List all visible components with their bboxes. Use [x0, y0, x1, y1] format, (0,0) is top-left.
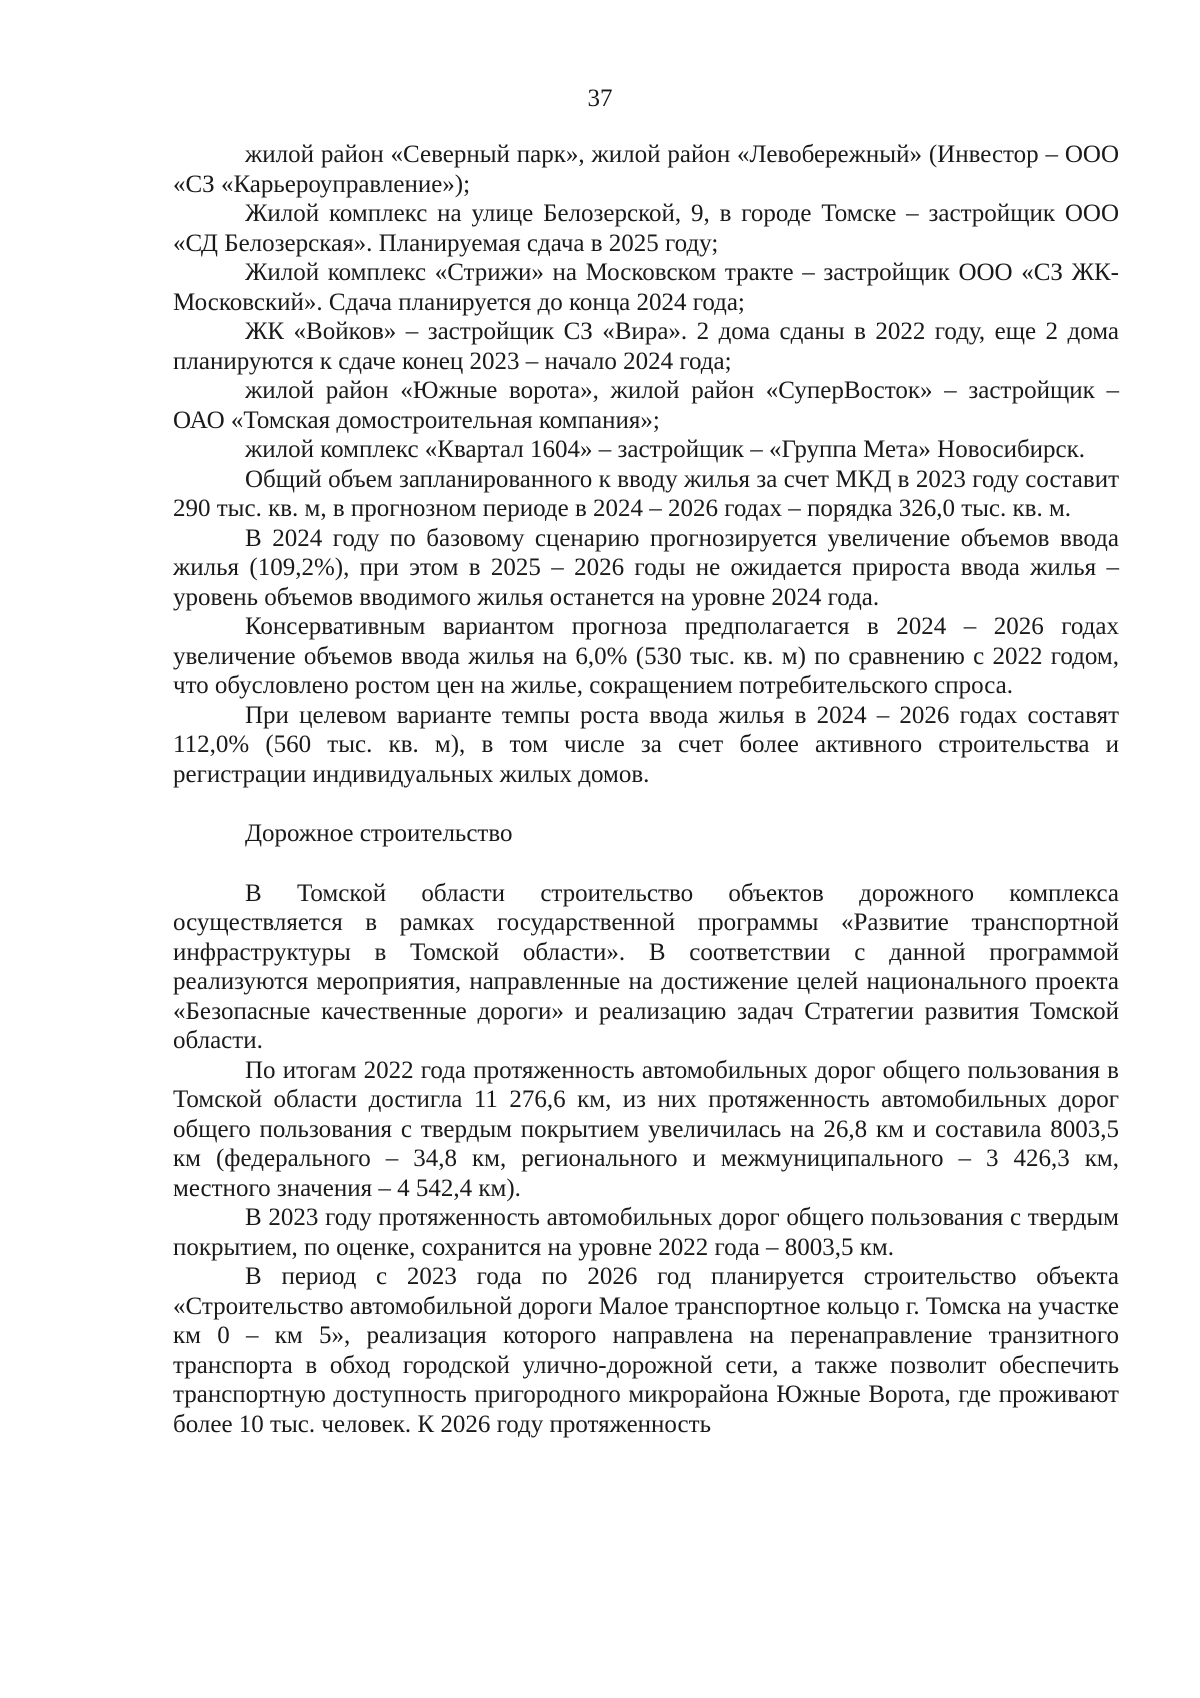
document-body — [173, 140, 1119, 1439]
paragraph: В период с 2023 года по 2026 год планируется строительство объекта «Строительство автомобильной дороги Малое транспортное кольцо г. Томска на участке км 0 – км 5», реализация которого направлена на перенаправление транзитного транспорта в обход городской улично-дорожной сети, а также позволит обеспечить транспортную доступность пригородного микрорайона Южные Ворота, где проживают более 10 тыс. человек. К 2026 году протяженность — [173, 1263, 1119, 1438]
paragraph: Жилой комплекс на улице Белозерской, 9, в городе Томске – застройщик ООО «СД Белозерская». Планируемая сдача в 2025 году; — [173, 200, 1119, 257]
paragraph: ЖК «Войков» – застройщик СЗ «Вира». 2 дома сданы в 2022 году, еще 2 дома планируются к сдаче конец 2023 – начало 2024 года; — [173, 318, 1119, 375]
paragraph: По итогам 2022 года протяженность автомобильных дорог общего пользования в Томской области достигла 11 276,6 км, из них протяженность автомобильных дорог общего пользования с твердым покрытием увеличилась на 26,8 км и составила 8003,5 км (федерального – 34,8 км, регионального и межмуниципального – 3 426,3 км, местного значения – 4 542,4 км). — [173, 1056, 1119, 1202]
paragraph: При целевом варианте темпы роста ввода жилья в 2024 – 2026 годах составят 112,0% (560 тыс. кв. м), в том числе за счет более активного строительства и регистрации индивидуальных жилых домов. — [173, 701, 1119, 788]
paragraph: В Томской области строительство объектов дорожного комплекса осуществляется в рамках государственной программы «Развитие транспортной инфраструктуры в Томской области». В соответствии с данной программой реализуются мероприятия, направленные на достижение целей национального проекта «Безопасные качественные дороги» и реализацию задач Стратегии развития Томской области. — [173, 879, 1119, 1054]
paragraph: жилой район «Южные ворота», жилой район «СуперВосток» – застройщик – ОАО «Томская домостроительная компания»; — [173, 377, 1119, 434]
paragraph: жилой район «Северный парк», жилой район «Левобережный» (Инвестор – ООО «СЗ «Карьероуправление»); — [173, 141, 1119, 198]
paragraph: Общий объем запланированного к вводу жилья за счет МКД в 2023 году составит 290 тыс. кв. м, в прогнозном периоде в 2024 – 2026 годах – порядка 326,0 тыс. кв. м. — [173, 465, 1119, 522]
paragraph: В 2024 году по базовому сценарию прогнозируется увеличение объемов ввода жилья (109,2%), при этом в 2025 – 2026 годы не ожидается прироста ввода жилья – уровень объемов вводимого жилья останется на уровне 2024 года. — [173, 524, 1119, 611]
paragraph: жилой комплекс «Квартал 1604» – застройщик – «Группа Мета» Новосибирск. — [245, 436, 1086, 463]
paragraph: В 2023 году протяженность автомобильных дорог общего пользования с твердым покрытием, по оценке, сохранится на уровне 2022 года – 8003,5 км. — [173, 1204, 1119, 1261]
section-heading: Дорожное строительство — [245, 820, 513, 847]
page-number: 37 — [587, 85, 613, 112]
paragraph: Консервативным вариантом прогноза предполагается в 2024 – 2026 годах увеличение объемов ввода жилья на 6,0% (530 тыс. кв. м) по сравнению с 2022 годом, что обусловлено ростом цен на жилье, сокращением потребительского спроса. — [173, 613, 1119, 699]
paragraph: Жилой комплекс «Стрижи» на Московском тракте – застройщик ООО «СЗ ЖК-Московский». Сдача планируется до конца 2024 года; — [173, 259, 1119, 316]
